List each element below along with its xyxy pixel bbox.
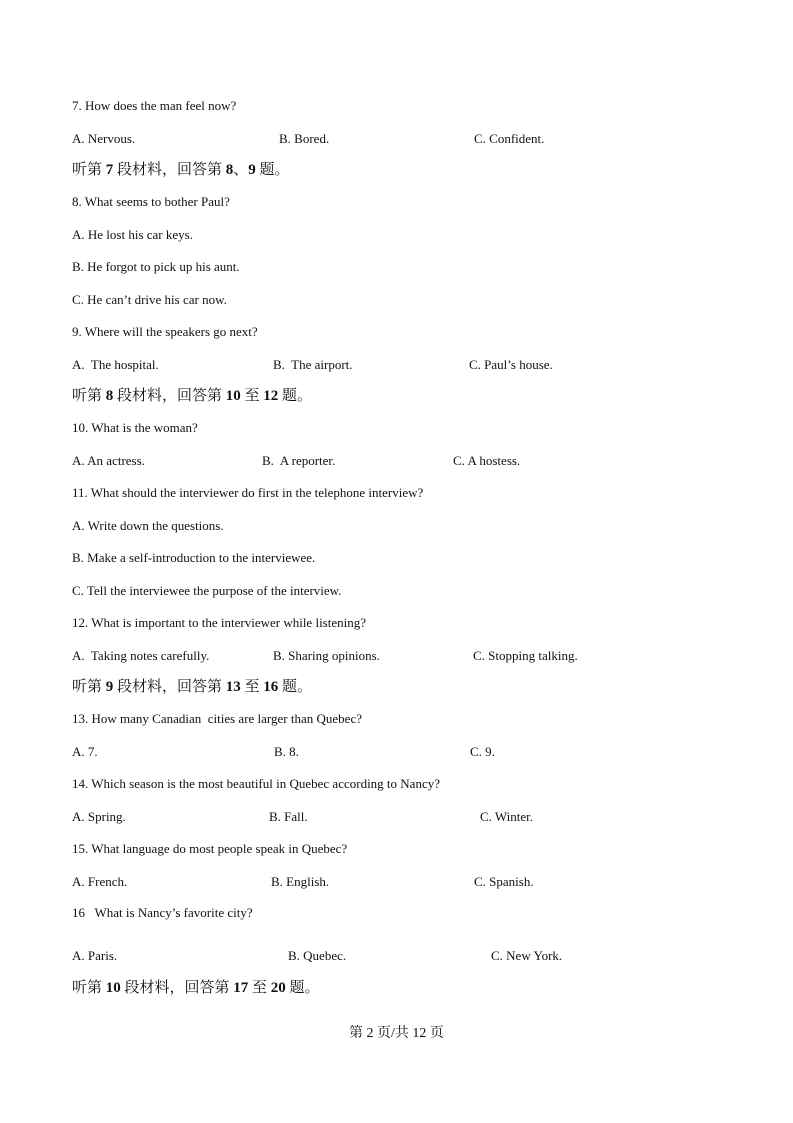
q13-option-a: A. 7.	[72, 744, 98, 759]
q12-option-a: A. Taking notes carefully.	[72, 648, 210, 663]
q9-option-b: B. The airport.	[273, 357, 353, 372]
section-heading-10: 听第 10 段材料，回答第 17 至 20 题。	[72, 980, 320, 996]
q11-option-b: B. Make a self-introduction to the interviewee.	[72, 550, 316, 565]
q16-option-b: B. Quebec.	[288, 948, 347, 963]
q15-option-a: A. French.	[72, 874, 128, 889]
question-7: 7. How does the man feel now?	[72, 98, 237, 113]
q14-option-a: A. Spring.	[72, 809, 126, 824]
q15-option-c: C. Spanish.	[474, 874, 534, 889]
question-12: 12. What is important to the interviewer while listening?	[72, 615, 366, 630]
question-10: 10. What is the woman?	[72, 420, 198, 435]
q13-option-b: B. 8.	[274, 744, 299, 759]
q10-option-b: B. A reporter.	[262, 453, 336, 468]
q13-option-c: C. 9.	[470, 744, 495, 759]
q8-option-b: B. He forgot to pick up his aunt.	[72, 259, 240, 274]
section-heading-7: 听第 7 段材料，回答第 8、9 题。	[72, 162, 290, 178]
q11-option-a: A. Write down the questions.	[72, 518, 224, 533]
section-heading-9: 听第 9 段材料，回答第 13 至 16 题。	[72, 679, 313, 695]
q11-option-c: C. Tell the interviewee the purpose of the interview.	[72, 583, 342, 598]
q7-option-b: B. Bored.	[279, 131, 330, 146]
page-footer: 第 2 页/共 12 页	[349, 1026, 444, 1041]
q15-option-b: B. English.	[271, 874, 330, 889]
question-15: 15. What language do most people speak in Quebec?	[72, 841, 348, 856]
q12-option-b: B. Sharing opinions.	[273, 648, 380, 663]
q8-option-c: C. He can’t drive his car now.	[72, 292, 227, 307]
question-8: 8. What seems to bother Paul?	[72, 194, 230, 209]
q14-option-c: C. Winter.	[480, 809, 534, 824]
question-16: 16 What is Nancy’s favorite city?	[72, 905, 253, 920]
question-14: 14. Which season is the most beautiful in Quebec according to Nancy?	[72, 776, 440, 791]
q10-option-a: A. An actress.	[72, 453, 145, 468]
q9-option-a: A. The hospital.	[72, 357, 159, 372]
section-heading-8: 听第 8 段材料，回答第 10 至 12 题。	[72, 388, 313, 404]
q8-option-a: A. He lost his car keys.	[72, 227, 193, 242]
q12-option-c: C. Stopping talking.	[473, 648, 578, 663]
question-13: 13. How many Canadian cities are larger than Quebec?	[72, 711, 362, 726]
q14-option-b: B. Fall.	[269, 809, 308, 824]
q16-option-a: A. Paris.	[72, 948, 118, 963]
question-11: 11. What should the interviewer do first in the telephone interview?	[72, 485, 424, 500]
q7-option-a: A. Nervous.	[72, 131, 136, 146]
q9-option-c: C. Paul’s house.	[469, 357, 553, 372]
q7-option-c: C. Confident.	[474, 131, 545, 146]
q16-option-c: C. New York.	[491, 948, 563, 963]
q10-option-c: C. A hostess.	[453, 453, 521, 468]
question-9: 9. Where will the speakers go next?	[72, 324, 258, 339]
